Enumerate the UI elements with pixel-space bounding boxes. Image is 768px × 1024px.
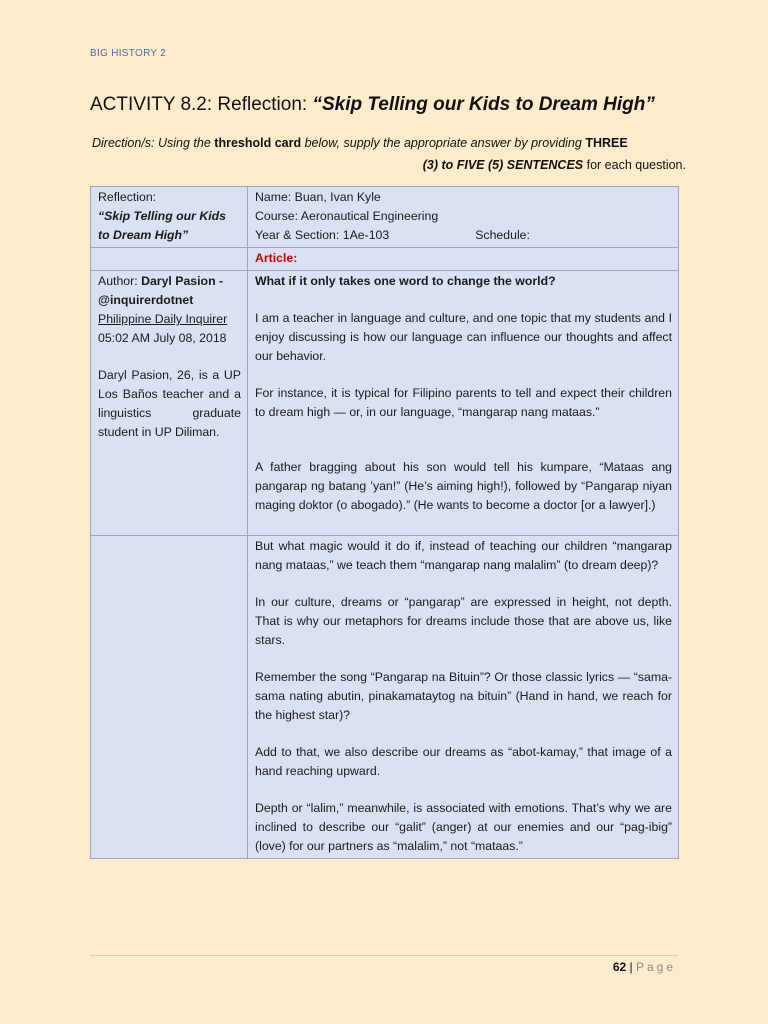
author-name: Daryl Pasion -	[141, 274, 224, 288]
article-body-part-1	[248, 271, 679, 536]
article-paragraph: I am a teacher in language and culture, and one topic that my students and I enjoy discussing is how our language can influence our thoughts and affect our behavior.	[255, 311, 672, 363]
empty-cell	[91, 248, 248, 271]
article-paragraph: For instance, it is typical for Filipino parents to tell and expect their children to dream high — or, in our language, “mangarap nang mataas.”	[255, 386, 672, 419]
directions	[90, 132, 686, 176]
article-label-cell	[248, 248, 679, 271]
article-label: Article:	[255, 251, 298, 265]
reflection-title-line-1: “Skip Telling our Kids	[98, 209, 226, 223]
page-word: Page	[635, 960, 676, 974]
article-paragraph: Remember the song “Pangarap na Bituin”? Or those classic lyrics — “sama-sama nating abutin, pinakamataytog na bituin” (Hand in hand, we reach for the highest star)?	[255, 670, 672, 722]
student-year-section-line	[255, 226, 672, 245]
article-paragraph: But what magic would it do if, instead of teaching our children “mangarap nang mataas,” we teach them “mangarap nang malalim” (to dream deep)?	[255, 539, 672, 572]
page-number: 62	[612, 960, 627, 974]
reflection-label: Reflection:	[98, 190, 157, 204]
reflection-title-line-2: to Dream High”	[98, 228, 189, 242]
card-row-header	[91, 187, 679, 248]
article-paragraph: Add to that, we also describe our dreams as “abot-kamay,” that image of a hand reaching upward.	[255, 745, 672, 778]
article-paragraph: Depth or “lalim,” meanwhile, is associated with emotions. That’s why we are inclined to describe our “galit” (anger) at our enemies and our “pag-ibig” (love) for our partners as “malalim,” not “mataas.”	[255, 801, 672, 853]
empty-cell	[91, 536, 248, 859]
article-heading: What if it only takes one word to change the world?	[255, 274, 556, 288]
page-title	[90, 94, 655, 116]
page-footer	[613, 960, 676, 974]
directions-line-1	[90, 132, 686, 154]
author-handle: @inquirerdotnet	[98, 293, 194, 307]
directions-b: threshold card	[214, 136, 302, 150]
author-label: Author:	[98, 274, 142, 288]
student-year-section: Year & Section: 1Ae-103	[255, 228, 390, 242]
schedule-label: Schedule:	[475, 228, 530, 242]
title-prefix: ACTIVITY 8.2: Reflection:	[90, 94, 313, 115]
directions-f: for each question.	[583, 158, 686, 172]
article-body-part-2	[248, 536, 679, 859]
publication-name: Philippine Daily Inquirer	[98, 312, 228, 326]
directions-c: below, supply the appropriate answer by providing	[301, 136, 586, 150]
directions-d: THREE	[585, 136, 628, 150]
card-row-article-label	[91, 248, 679, 271]
footer-separator: |	[626, 960, 636, 974]
article-paragraph: In our culture, dreams or “pangarap” are expressed in height, not depth. That is why our metaphors for dreams include those that are above us, like stars.	[255, 595, 672, 647]
author-line	[98, 272, 241, 291]
reflection-cell	[91, 187, 248, 248]
student-course: Course: Aeronautical Engineering	[255, 209, 439, 223]
directions-line-2	[90, 154, 686, 176]
threshold-card	[90, 186, 679, 859]
author-bio: Daryl Pasion, 26, is a UP Los Baños teacher and a linguistics graduate student in UP Diliman.	[98, 368, 241, 439]
article-paragraph: A father bragging about his son would tell his kumpare, “Mataas ang pangarap ng batang ’yan!” (He’s aiming high!), followed by “Pangarap niyan maging doktor (o abogado).” (He wants to become a doctor [or a lawyer].)	[255, 460, 672, 512]
directions-a: Direction/s: Using the	[92, 136, 215, 150]
card-row-article-1	[91, 271, 679, 536]
directions-e: (3) to FIVE (5) SENTENCES	[422, 158, 584, 172]
running-header: BIG HISTORY 2	[90, 48, 167, 59]
publication-date: 05:02 AM July 08, 2018	[98, 331, 227, 345]
card-row-article-2	[91, 536, 679, 859]
title-emphasis: “Skip Telling our Kids to Dream High”	[312, 94, 655, 115]
author-cell	[91, 271, 248, 536]
student-name: Name: Buan, Ivan Kyle	[255, 190, 381, 204]
student-info-cell	[248, 187, 679, 248]
footer-divider	[90, 955, 678, 956]
